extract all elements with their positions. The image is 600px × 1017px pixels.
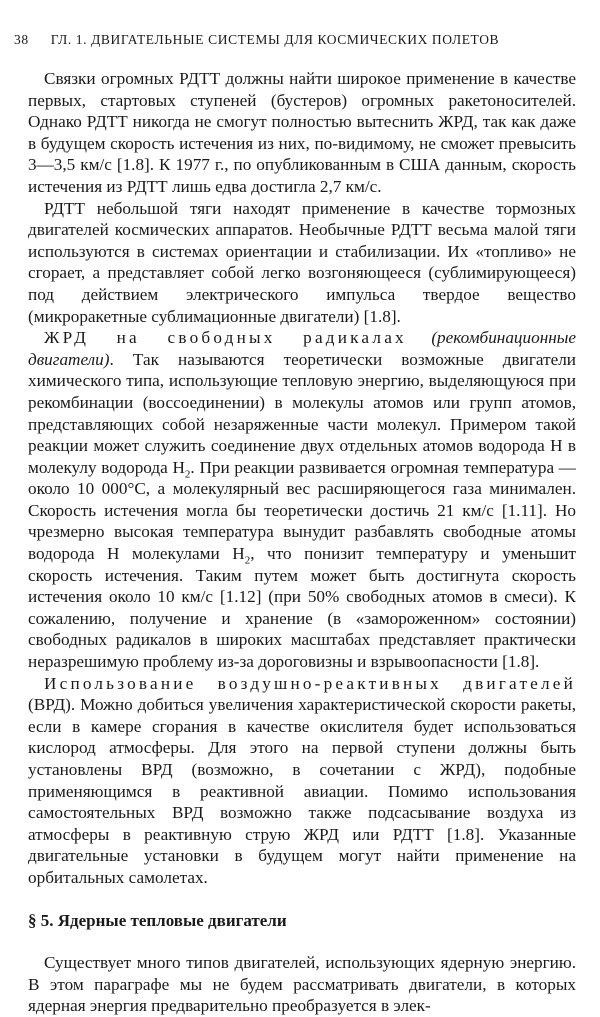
section-title: § 5. Ядерные тепловые двигатели bbox=[28, 910, 287, 930]
page-number: 38 bbox=[14, 32, 29, 47]
paragraph-3 bbox=[28, 327, 576, 673]
paragraph-5: Существует много типов двигателей, использующих ядерную энергию. В этом параграфе мы не будем рассматривать двигатели, в которых ядерная энергия предварительно преобразуется в элек- bbox=[28, 953, 576, 1016]
paragraph-3-heading: ЖРД на свободных радикалах bbox=[44, 328, 407, 348]
body-text bbox=[28, 68, 576, 1017]
paragraph-4-heading: Использование воздушно-реактивных двигателей bbox=[44, 673, 576, 693]
running-title: ГЛ. 1. ДВИГАТЕЛЬНЫЕ СИСТЕМЫ ДЛЯ КОСМИЧЕСКИХ ПОЛЕТОВ bbox=[50, 32, 500, 47]
subscript-2: 2 bbox=[244, 554, 251, 567]
paragraph-4-text: (ВРД). Можно добиться увеличения характеристической скорости ракеты, если в камере сгорания в качестве окислителя будет использоваться кислород атмосферы. Для этого на первой ступени должны быть установлены ВРД (возможно, в сочетании с ЖРД), подобные применяющимся в реактивной авиации. Помимо использования самостоятельных ВРД возможно также подсасывание воздуха из атмосферы в реактивную струю ЖРД или РДТТ [1.8]. Указанные двигательные установки в будущем могут найти применение на орбитальных самолетах. bbox=[28, 695, 576, 887]
paragraph-2: РДТТ небольшой тяги находят применение в качестве тормозных двигателей космических аппаратов. Необычные РДТТ весьма малой тяги используются в системах ориентации и стабилизации. Их «топливо» не сгорает, а представляет собой легко возгоняющееся (сублимирующееся) под действием электрического импульса твердое вещество (микроракетные сублимационные двигатели) [1.8]. bbox=[28, 198, 576, 326]
paragraph-1: Связки огромных РДТТ должны найти широкое применение в качестве первых, стартовых ступеней (бустеров) огромных ракетоносителей. Однако РДТТ никогда не смогут полностью вытеснить ЖРД, так как даже в будущем скорость истечения из них, по-видимому, не сможет превысить 3—3,5 км/с [1.8]. К 1977 г., по опубликованным в США данным, скорость истечения из РДТТ лишь едва достигла 2,7 км/с. bbox=[28, 69, 576, 196]
paragraph-3-italic: (рекомбинационные двигатели) bbox=[28, 328, 577, 369]
subscript-1: 2 bbox=[184, 468, 191, 481]
paragraph-4 bbox=[28, 673, 576, 889]
page-header bbox=[14, 32, 570, 48]
paragraph-3-text-a: . Так называются теоретически возможные двигатели химического типа, использующие тепловую энергию, выделяющуюся при рекомбинации (воссоединении) в молекулы атомов или групп атомов, представляющих собой незаряженные части молекул. Примером такой реакции может служить соединение двух отдельных атомов водорода H в молекулу водорода H bbox=[28, 349, 576, 477]
paragraph-3-text-c: , что понизит температуру и уменьшит скорость истечения. Таким путем может быть достигнута скорость истечения около 10 км/с [1.12] (при 50% свободных атомов в смеси). К сожалению, получение и хранение (в «замороженном» состоянии) свободных радикалов в широких масштабах представляет практически неразрешимую проблему из-за дороговизны и взрывоопасности [1.8]. bbox=[28, 544, 577, 672]
paragraph-3-text-b: . При реакции развивается огромная температура — около 10 000°C, а молекулярный вес расширяющегося газа минимален. Скорость истечения могла бы теоретически достичь 21 км/с [1.11]. Но чрезмерно высокая температура вынудит разбавлять свободные атомы водорода H молекулами H bbox=[28, 457, 576, 564]
